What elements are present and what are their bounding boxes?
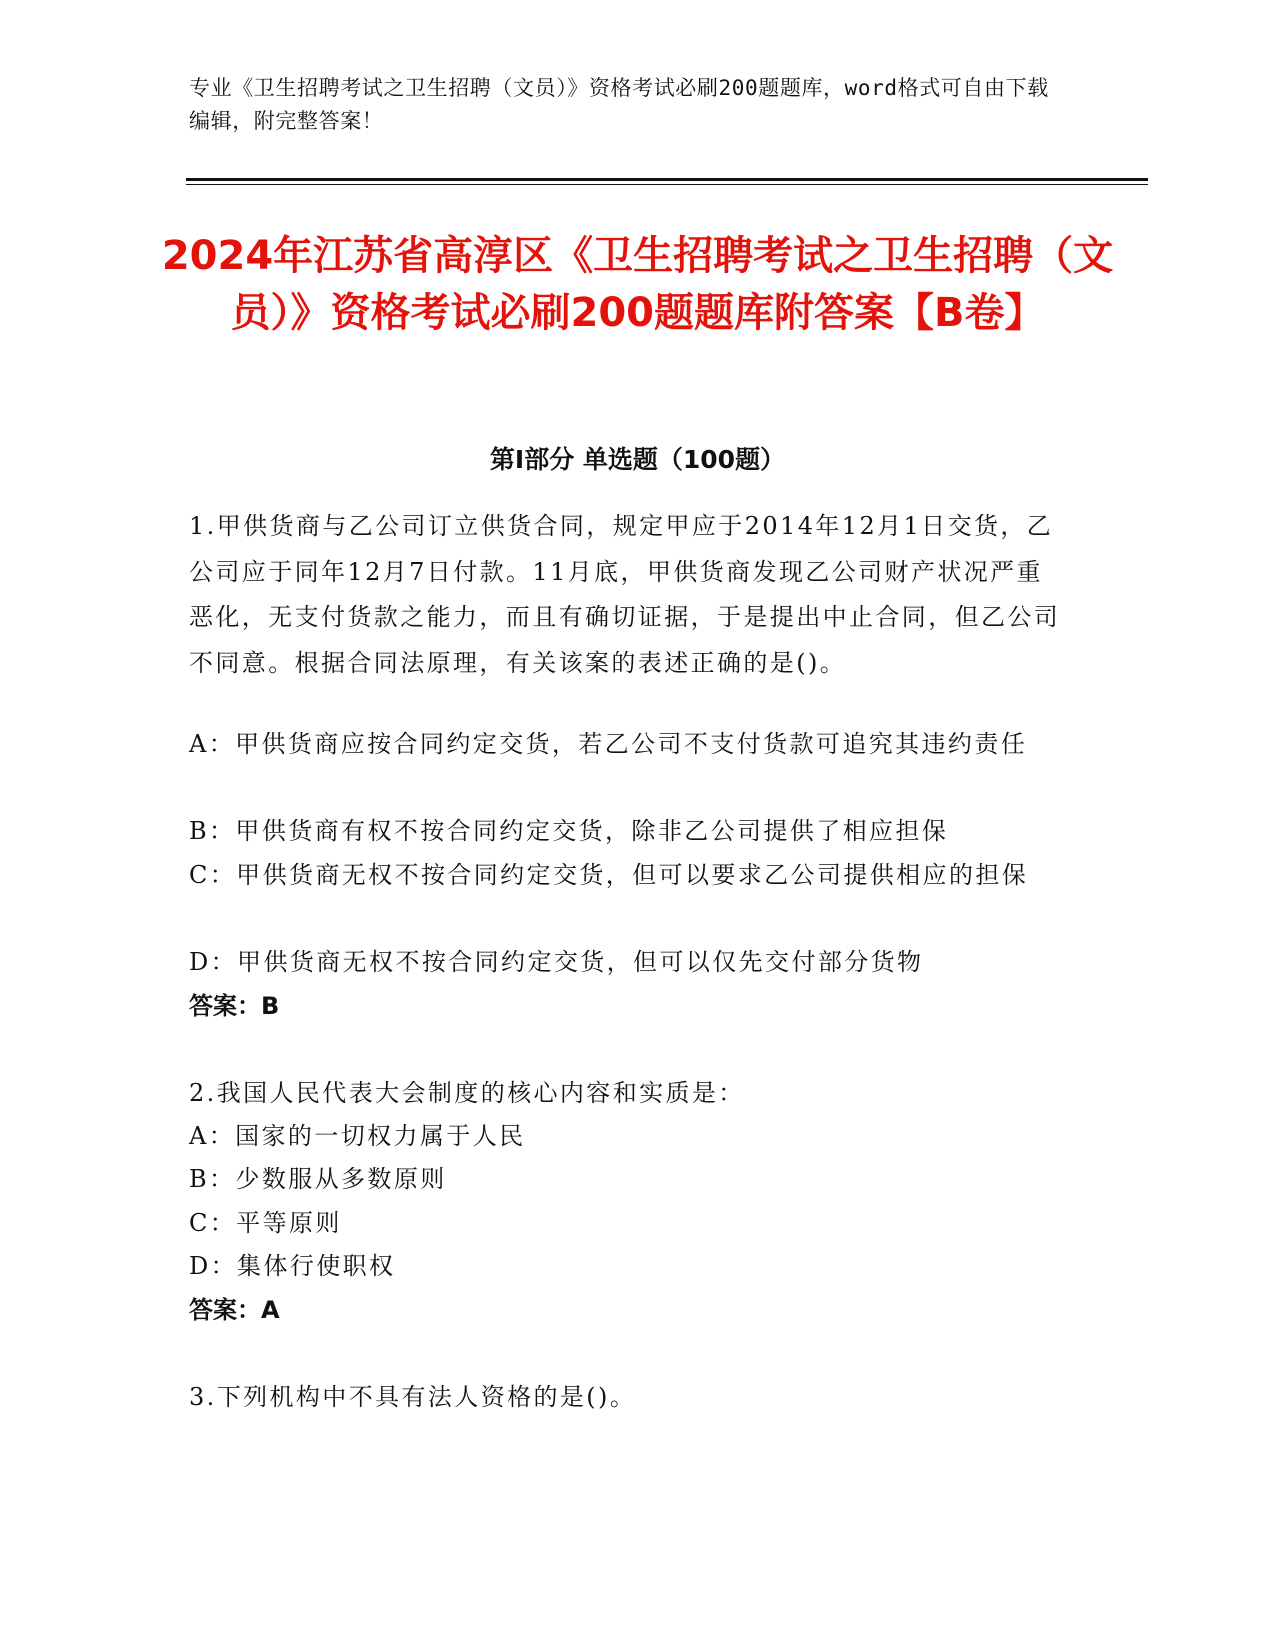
question-answer: 答案：A: [189, 1296, 280, 1324]
question-option: D：甲供货商无权不按合同约定交货，但可以仅先交付部分货物: [189, 948, 924, 976]
header-note: 专业《卫生招聘考试之卫生招聘（文员）》资格考试必刷200题题库，word格式可自由下载编辑，附完整答案！: [189, 76, 1049, 133]
section-title: 第Ⅰ部分 单选题（100题）: [489, 445, 786, 474]
question-option: B：少数服从多数原则: [189, 1165, 447, 1193]
question-option: B：甲供货商有权不按合同约定交货，除非乙公司提供了相应担保: [189, 817, 949, 845]
question-stem: 2.我国人民代表大会制度的核心内容和实质是：: [189, 1079, 745, 1107]
question-option: A：甲供货商应按合同约定交货，若乙公司不支付货款可追究其违约责任: [189, 730, 1028, 758]
question-stem: 3.下列机构中不具有法人资格的是()。: [189, 1383, 637, 1411]
header-divider-thick: [186, 178, 1148, 181]
document-title: 2024年江苏省高淳区《卫生招聘考试之卫生招聘（文员）》资格考试必刷200题题库附答案【B卷】: [161, 233, 1114, 336]
question-answer: 答案：B: [189, 992, 280, 1020]
question-option: D：集体行使职权: [189, 1252, 396, 1280]
question-stem: 1.甲供货商与乙公司订立供货合同，规定甲应于2014年12月1日交货，乙公司应于同年12月7日付款。11月底，甲供货商发现乙公司财产状况严重恶化，无支付货款之能力，而且有确切证据，于是提出中止合同，但乙公司不同意。根据合同法原理，有关该案的表述正确的是()。: [189, 512, 1061, 677]
question-option: A：国家的一切权力属于人民: [189, 1122, 526, 1150]
question-option: C：甲供货商无权不按合同约定交货，但可以要求乙公司提供相应的担保: [189, 861, 1029, 889]
question-option: C：平等原则: [189, 1209, 342, 1237]
header-divider-thin: [186, 184, 1148, 185]
